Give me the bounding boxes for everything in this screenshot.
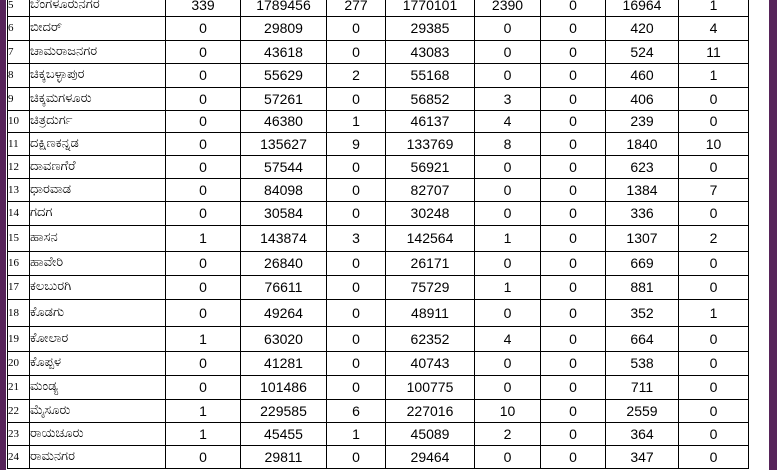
row-serial-number: 16 [8, 251, 30, 275]
value-cell: 1 [166, 422, 241, 445]
table-row [8, 110, 749, 132]
value-cell: 133769 [386, 132, 475, 155]
table-row [8, 275, 749, 299]
table-row [8, 16, 749, 40]
value-cell: 0 [475, 155, 541, 178]
value-cell: 1770101 [386, 0, 475, 16]
table-row [8, 40, 749, 63]
value-cell: 1307 [606, 225, 679, 251]
value-cell: 43618 [241, 40, 327, 63]
value-cell: 10 [475, 399, 541, 422]
value-cell: 46137 [386, 110, 475, 132]
value-cell: 29464 [386, 445, 475, 468]
value-cell: 1 [679, 63, 749, 87]
row-serial-number: 19 [8, 326, 30, 351]
value-cell: 57261 [241, 87, 327, 110]
value-cell: 0 [541, 155, 606, 178]
value-cell: 0 [541, 132, 606, 155]
row-serial-number: 12 [8, 155, 30, 178]
value-cell: 0 [679, 87, 749, 110]
table-row [8, 445, 749, 468]
value-cell: 1 [327, 110, 386, 132]
value-cell: 420 [606, 16, 679, 40]
row-serial-number: 8 [8, 63, 30, 87]
value-cell: 339 [166, 0, 241, 16]
value-cell: 0 [541, 251, 606, 275]
table-body [8, 0, 749, 468]
value-cell: 55629 [241, 63, 327, 87]
value-cell: 239 [606, 110, 679, 132]
value-cell: 0 [327, 299, 386, 326]
value-cell: 0 [679, 110, 749, 132]
value-cell: 0 [541, 225, 606, 251]
value-cell: 0 [327, 40, 386, 63]
value-cell: 1 [166, 326, 241, 351]
value-cell: 4 [475, 110, 541, 132]
value-cell: 347 [606, 445, 679, 468]
value-cell: 0 [541, 399, 606, 422]
value-cell: 0 [475, 40, 541, 63]
table-row [8, 132, 749, 155]
value-cell: 0 [475, 375, 541, 399]
value-cell: 0 [475, 178, 541, 201]
value-cell: 406 [606, 87, 679, 110]
value-cell: 460 [606, 63, 679, 87]
table-row [8, 225, 749, 251]
district-name: ಚಾಮರಾಜನಗರ [30, 40, 166, 63]
value-cell: 9 [327, 132, 386, 155]
district-name: ಚಿಕ್ಕಮಗಳೂರು [30, 87, 166, 110]
value-cell: 0 [166, 132, 241, 155]
value-cell: 538 [606, 351, 679, 375]
table-row [8, 351, 749, 375]
value-cell: 0 [541, 63, 606, 87]
table-row [8, 326, 749, 351]
value-cell: 0 [541, 351, 606, 375]
value-cell: 0 [327, 351, 386, 375]
value-cell: 1384 [606, 178, 679, 201]
table-row [8, 87, 749, 110]
value-cell: 41281 [241, 351, 327, 375]
value-cell: 2 [327, 63, 386, 87]
value-cell: 55168 [386, 63, 475, 87]
value-cell: 101486 [241, 375, 327, 399]
value-cell: 57544 [241, 155, 327, 178]
value-cell: 75729 [386, 275, 475, 299]
district-name: ಮೈಸೂರು [30, 399, 166, 422]
value-cell: 0 [166, 351, 241, 375]
row-serial-number: 22 [8, 399, 30, 422]
value-cell: 0 [475, 299, 541, 326]
value-cell: 2390 [475, 0, 541, 16]
value-cell: 2 [475, 422, 541, 445]
value-cell: 143874 [241, 225, 327, 251]
value-cell: 623 [606, 155, 679, 178]
value-cell: 0 [166, 251, 241, 275]
value-cell: 711 [606, 375, 679, 399]
table-row [8, 178, 749, 201]
table-row [8, 399, 749, 422]
value-cell: 0 [541, 0, 606, 16]
value-cell: 336 [606, 201, 679, 225]
value-cell: 84098 [241, 178, 327, 201]
district-name: ಬೆಂಗಳೂರುನಗರ [30, 0, 166, 16]
table-row [8, 63, 749, 87]
value-cell: 45089 [386, 422, 475, 445]
value-cell: 0 [475, 251, 541, 275]
row-serial-number: 23 [8, 422, 30, 445]
row-serial-number: 18 [8, 299, 30, 326]
row-serial-number: 7 [8, 40, 30, 63]
value-cell: 7 [679, 178, 749, 201]
table-row [8, 375, 749, 399]
value-cell: 0 [327, 178, 386, 201]
value-cell: 0 [166, 16, 241, 40]
value-cell: 669 [606, 251, 679, 275]
value-cell: 0 [166, 201, 241, 225]
value-cell: 76611 [241, 275, 327, 299]
value-cell: 3 [475, 87, 541, 110]
value-cell: 0 [327, 251, 386, 275]
value-cell: 3 [327, 225, 386, 251]
table-row [8, 0, 749, 16]
value-cell: 0 [166, 299, 241, 326]
value-cell: 0 [166, 275, 241, 299]
value-cell: 229585 [241, 399, 327, 422]
value-cell: 0 [166, 445, 241, 468]
value-cell: 0 [327, 275, 386, 299]
district-table [7, 0, 749, 469]
left-frame-border [0, 0, 6, 470]
value-cell: 29809 [241, 16, 327, 40]
value-cell: 0 [166, 178, 241, 201]
value-cell: 0 [541, 178, 606, 201]
value-cell: 56852 [386, 87, 475, 110]
value-cell: 1 [475, 225, 541, 251]
value-cell: 63020 [241, 326, 327, 351]
value-cell: 1 [166, 399, 241, 422]
value-cell: 0 [166, 110, 241, 132]
district-name: ಹಾವೇರಿ [30, 251, 166, 275]
value-cell: 0 [475, 201, 541, 225]
value-cell: 0 [679, 275, 749, 299]
table-row [8, 251, 749, 275]
value-cell: 0 [541, 16, 606, 40]
value-cell: 30584 [241, 201, 327, 225]
value-cell: 0 [327, 375, 386, 399]
district-name: ಬೀದರ್ [30, 16, 166, 40]
value-cell: 0 [166, 40, 241, 63]
value-cell: 0 [327, 155, 386, 178]
value-cell: 0 [541, 40, 606, 63]
district-name: ದಾವಣಗೆರೆ [30, 155, 166, 178]
row-serial-number: 21 [8, 375, 30, 399]
value-cell: 1 [327, 422, 386, 445]
value-cell: 11 [679, 40, 749, 63]
value-cell: 881 [606, 275, 679, 299]
value-cell: 0 [541, 275, 606, 299]
value-cell: 0 [327, 87, 386, 110]
value-cell: 0 [679, 351, 749, 375]
district-name: ಮಂಡ್ಯ [30, 375, 166, 399]
value-cell: 1 [679, 0, 749, 16]
value-cell: 29385 [386, 16, 475, 40]
value-cell: 62352 [386, 326, 475, 351]
value-cell: 0 [166, 63, 241, 87]
value-cell: 0 [541, 299, 606, 326]
row-serial-number: 9 [8, 87, 30, 110]
district-name: ಚಿಕ್ಕಬಳ್ಳಾಪುರ [30, 63, 166, 87]
value-cell: 227016 [386, 399, 475, 422]
row-serial-number: 6 [8, 16, 30, 40]
value-cell: 43083 [386, 40, 475, 63]
district-name: ದಕ್ಷಿಣಕನ್ನಡ [30, 132, 166, 155]
value-cell: 524 [606, 40, 679, 63]
value-cell: 49264 [241, 299, 327, 326]
row-serial-number: 17 [8, 275, 30, 299]
value-cell: 56921 [386, 155, 475, 178]
district-name: ಕೋಲಾರ [30, 326, 166, 351]
value-cell: 16964 [606, 0, 679, 16]
row-serial-number: 11 [8, 132, 30, 155]
value-cell: 364 [606, 422, 679, 445]
value-cell: 277 [327, 0, 386, 16]
value-cell: 0 [327, 16, 386, 40]
row-serial-number: 15 [8, 225, 30, 251]
value-cell: 4 [679, 16, 749, 40]
district-name: ಕೊಡಗು [30, 299, 166, 326]
value-cell: 0 [541, 422, 606, 445]
value-cell: 82707 [386, 178, 475, 201]
district-name: ರಾಯಚೂರು [30, 422, 166, 445]
value-cell: 352 [606, 299, 679, 326]
value-cell: 0 [679, 445, 749, 468]
value-cell: 4 [475, 326, 541, 351]
value-cell: 0 [679, 399, 749, 422]
district-name: ಹಾಸನ [30, 225, 166, 251]
value-cell: 0 [541, 110, 606, 132]
value-cell: 0 [541, 87, 606, 110]
row-serial-number: 5 [8, 0, 30, 16]
district-name: ಧಾರವಾಡ [30, 178, 166, 201]
value-cell: 0 [166, 155, 241, 178]
value-cell: 0 [541, 445, 606, 468]
district-name: ಚಿತ್ರದುರ್ಗ [30, 110, 166, 132]
row-serial-number: 24 [8, 445, 30, 468]
value-cell: 10 [679, 132, 749, 155]
value-cell: 0 [679, 155, 749, 178]
row-serial-number: 10 [8, 110, 30, 132]
table-row [8, 422, 749, 445]
value-cell: 0 [166, 87, 241, 110]
value-cell: 2 [679, 225, 749, 251]
value-cell: 26840 [241, 251, 327, 275]
value-cell: 0 [475, 63, 541, 87]
value-cell: 0 [327, 326, 386, 351]
value-cell: 29811 [241, 445, 327, 468]
value-cell: 30248 [386, 201, 475, 225]
value-cell: 0 [475, 351, 541, 375]
value-cell: 1840 [606, 132, 679, 155]
value-cell: 6 [327, 399, 386, 422]
table-row [8, 155, 749, 178]
value-cell: 1789456 [241, 0, 327, 16]
value-cell: 8 [475, 132, 541, 155]
table-row [8, 201, 749, 225]
row-serial-number: 13 [8, 178, 30, 201]
value-cell: 0 [679, 326, 749, 351]
right-frame-border [769, 0, 777, 470]
table-row [8, 299, 749, 326]
value-cell: 1 [475, 275, 541, 299]
value-cell: 26171 [386, 251, 475, 275]
value-cell: 0 [541, 326, 606, 351]
value-cell: 0 [327, 201, 386, 225]
value-cell: 0 [679, 375, 749, 399]
row-serial-number: 14 [8, 201, 30, 225]
value-cell: 100775 [386, 375, 475, 399]
value-cell: 0 [679, 422, 749, 445]
value-cell: 46380 [241, 110, 327, 132]
value-cell: 0 [166, 375, 241, 399]
district-name: ಗದಗ [30, 201, 166, 225]
value-cell: 0 [679, 201, 749, 225]
district-name: ಕೊಪ್ಪಳ [30, 351, 166, 375]
value-cell: 0 [475, 16, 541, 40]
value-cell: 2559 [606, 399, 679, 422]
value-cell: 664 [606, 326, 679, 351]
value-cell: 1 [679, 299, 749, 326]
value-cell: 1 [166, 225, 241, 251]
value-cell: 135627 [241, 132, 327, 155]
value-cell: 48911 [386, 299, 475, 326]
value-cell: 0 [679, 251, 749, 275]
district-name: ಕಲಬುರಗಿ [30, 275, 166, 299]
value-cell: 45455 [241, 422, 327, 445]
value-cell: 0 [327, 445, 386, 468]
value-cell: 0 [541, 375, 606, 399]
value-cell: 40743 [386, 351, 475, 375]
value-cell: 0 [541, 201, 606, 225]
district-name: ರಾಮನಗರ [30, 445, 166, 468]
value-cell: 0 [475, 445, 541, 468]
value-cell: 142564 [386, 225, 475, 251]
row-serial-number: 20 [8, 351, 30, 375]
